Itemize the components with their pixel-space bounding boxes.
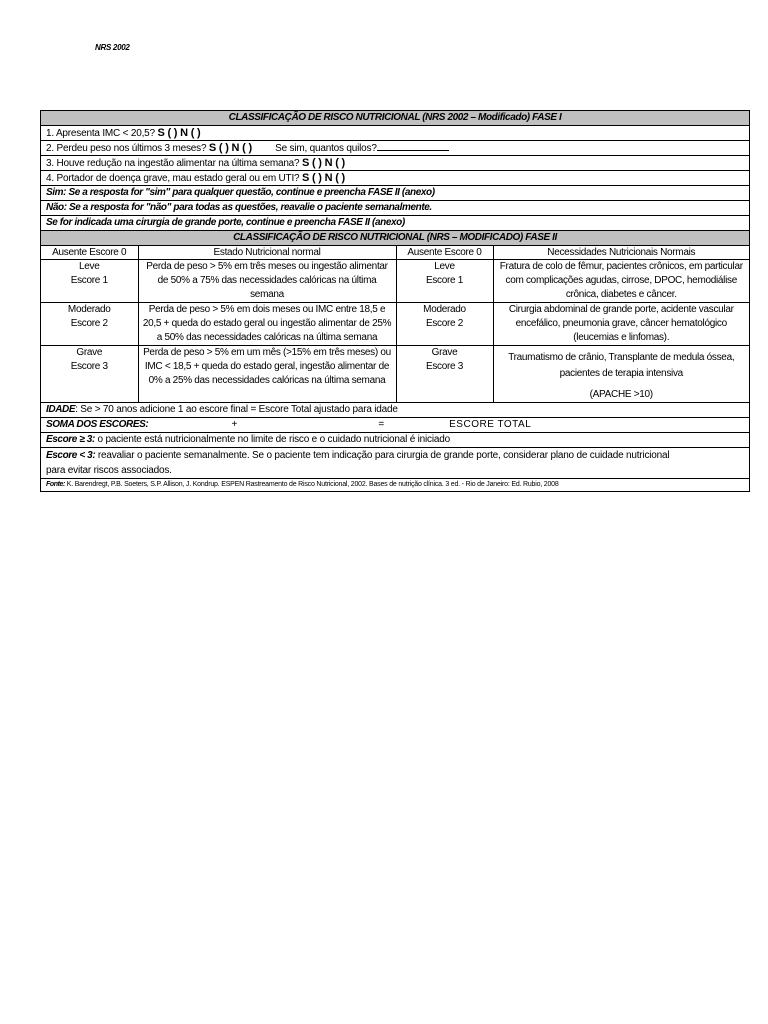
- apache-score: (APACHE >10): [589, 389, 653, 400]
- severity-level: Moderado Escore 2: [396, 303, 493, 346]
- escore-ge3-label: Escore ≥ 3:: [46, 434, 95, 445]
- weight-loss-question: Se sim, quantos quilos?: [275, 143, 377, 154]
- question-text: 1. Apresenta IMC < 20,5?: [46, 128, 155, 139]
- phase1-title: CLASSIFICAÇÃO DE RISCO NUTRICIONAL (NRS 2002 – Modificado) FASE I: [41, 111, 749, 126]
- question-text: 2. Perdeu peso nos últimos 3 meses?: [46, 143, 207, 154]
- weight-loss-field[interactable]: [377, 141, 449, 151]
- table-header-row: [41, 246, 749, 260]
- severity-level: Grave Escore 3: [396, 346, 493, 403]
- column-header: Estado Nutricional normal: [138, 246, 396, 260]
- fonte-label: Fonte:: [46, 481, 65, 488]
- severity-level: Leve Escore 1: [396, 260, 493, 303]
- question-text: 4. Portador de doença grave, mau estado geral ou em UTI?: [46, 173, 300, 184]
- nutritional-needs: Cirurgia abdominal de grande porte, acidente vascular encefálico, pneumonia grave, câncer hematológico (leucemias e linfomas).: [493, 303, 749, 346]
- plus-sign: +: [231, 419, 238, 430]
- severity-level: Leve Escore 1: [41, 260, 138, 303]
- column-header: Necessidades Nutricionais Normais: [493, 246, 749, 260]
- column-header: Ausente Escore 0: [396, 246, 493, 260]
- question-text: 3. Houve redução na ingestão alimentar na última semana?: [46, 158, 300, 169]
- phase2-title: CLASSIFICAÇÃO DE RISCO NUTRICIONAL (NRS – MODIFICADO) FASE II: [41, 231, 749, 246]
- idade-text: : Se > 70 anos adicione 1 ao escore final = Escore Total ajustado para idade: [75, 404, 398, 415]
- nutritional-needs: [493, 346, 749, 403]
- escore-total-label: ESCORE TOTAL: [449, 419, 532, 430]
- instruction-nao: Não: Se a resposta for "não" para todas as questões, reavalie o paciente semanalmente.: [41, 201, 749, 216]
- yes-no-checkbox[interactable]: S ( ) N ( ): [302, 157, 346, 169]
- fonte-row: [41, 479, 749, 491]
- escore-lt3-text: reavaliar o paciente semanalmente. Se o paciente tem indicação para cirurgia de grande porte, considerar plano de cuidade nutricional: [97, 450, 670, 461]
- nutritional-state: Perda de peso > 5% em três meses ou ingestão alimentar de 50% a 75% das necessidades calóricas na última semana: [138, 260, 396, 303]
- soma-label: SOMA DOS ESCORES:: [46, 419, 149, 430]
- yes-no-checkbox[interactable]: S ( ) N ( ): [157, 127, 201, 139]
- question-3: [41, 156, 749, 171]
- escore-ge3-row: [41, 433, 749, 448]
- nutritional-state: Perda de peso > 5% em dois meses ou IMC entre 18,5 e 20,5 + queda do estado geral ou ingestão alimentar de 25% a 50% das necessidades calóricas na última semana: [138, 303, 396, 346]
- idade-row: [41, 403, 749, 418]
- soma-row: [41, 418, 749, 433]
- equals-sign: =: [378, 419, 384, 430]
- escore-lt3-label: Escore < 3:: [46, 450, 96, 461]
- escore-lt3-text-cont: para evitar riscos associados.: [46, 465, 172, 476]
- table-row: [41, 260, 749, 303]
- nutritional-state: Perda de peso > 5% em um mês (>15% em três meses) ou IMC < 18,5 + queda do estado geral, ingestão alimentar de 0% a 25% das necessidades calóricas na última semana: [138, 346, 396, 403]
- idade-label: IDADE: [46, 404, 76, 415]
- severity-level: Grave Escore 3: [41, 346, 138, 403]
- question-2: [41, 141, 749, 156]
- column-header: Ausente Escore 0: [41, 246, 138, 260]
- severity-level: Moderado Escore 2: [41, 303, 138, 346]
- question-4: [41, 171, 749, 186]
- document-label: NRS 2002: [95, 43, 130, 52]
- table-row: [41, 303, 749, 346]
- table-row: [41, 346, 749, 403]
- nutritional-needs: Fratura de colo de fêmur, pacientes crônicos, em particular com complicações agudas, cirrose, DPOC, hemodiálise crônica, diabetes e câncer.: [493, 260, 749, 303]
- yes-no-checkbox[interactable]: S ( ) N ( ): [208, 142, 252, 154]
- question-1: [41, 126, 749, 141]
- phase2-table: [41, 246, 749, 403]
- instruction-sim: Sim: Se a resposta for "sim" para qualquer questão, continue e preencha FASE II (anexo): [41, 186, 749, 201]
- yes-no-checkbox[interactable]: S ( ) N ( ): [302, 172, 346, 184]
- nrs-form: [40, 110, 750, 492]
- needs-text: Traumatismo de crânio, Transplante de medula óssea, pacientes de terapia intensiva: [508, 352, 735, 379]
- escore-lt3-row: [41, 448, 749, 479]
- escore-ge3-text: o paciente está nutricionalmente no limite de risco e o cuidado nutricional é iniciado: [97, 434, 450, 445]
- fonte-text: K. Barendregt, P.B. Soeters, S.P. Allison, J. Kondrup. ESPEN Rastreamento de Risco Nutricional, 2002. Bases de nutrição clínica. 3 ed. - Rio de Janeiro: Ed. Rubio, 2008: [66, 481, 559, 488]
- instruction-cirurgia: Se for indicada uma cirurgia de grande porte, continue e preencha FASE II (anexo): [41, 216, 749, 231]
